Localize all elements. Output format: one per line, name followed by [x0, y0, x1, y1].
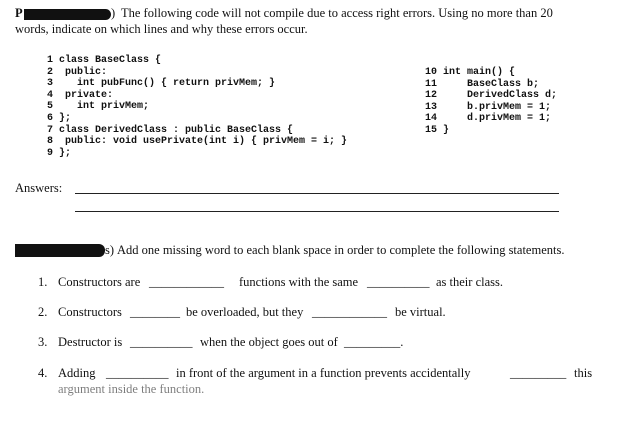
item-number: 3.: [38, 335, 48, 349]
item-number: 4.: [38, 366, 48, 380]
code-line: 11 BaseClass b;: [425, 78, 540, 90]
blank-field[interactable]: __________: [130, 335, 193, 349]
part1-prompt-line2: words, indicate on which lines and why these errors occur.: [15, 22, 308, 36]
blank-field[interactable]: ____________: [149, 275, 224, 289]
code-line: 3 int pubFunc() { return privMem; }: [47, 78, 276, 90]
code-line: 15 }: [425, 124, 450, 136]
code-line: 14 d.privMem = 1;: [425, 113, 552, 125]
item-text: functions with the same: [239, 275, 359, 289]
code-line: 9 };: [47, 147, 72, 159]
part2-prompt: Add one missing word to each blank space in order to complete the following statements.: [117, 243, 565, 257]
code-line: 12 DerivedClass d;: [425, 90, 558, 102]
item-text: as their class.: [436, 275, 503, 289]
code-line: 8 public: void usePrivate(int i) { privMem = i; }: [47, 136, 348, 148]
item-text: Constructors: [58, 305, 122, 319]
item-text: be virtual.: [395, 305, 446, 319]
item-text: this: [574, 366, 593, 380]
part1-prompt-line1: The following code will not compile due to access right errors. Using no more than 20: [121, 6, 553, 20]
code-line: 6 };: [47, 112, 72, 124]
code-block-right: [425, 67, 557, 137]
code-line: 7 class DerivedClass : public BaseClass {: [47, 124, 294, 136]
item-text: Constructors are: [58, 275, 141, 289]
code-line: 4 private:: [47, 89, 114, 101]
part2-label-suffix: s): [105, 243, 115, 257]
code-line: 5 int privMem;: [47, 101, 150, 113]
blank-field[interactable]: ________: [130, 305, 180, 319]
code-line: 10 int main() {: [425, 67, 516, 78]
item-number: 1.: [38, 275, 48, 289]
item-text: be overloaded, but they: [186, 305, 304, 319]
answer-line-2[interactable]: [75, 211, 559, 212]
part1-label-suffix: ): [111, 6, 116, 20]
answer-line-1[interactable]: [75, 193, 559, 194]
redacted-label: [24, 9, 111, 20]
code-line: 2 public:: [47, 66, 108, 78]
answers-label: Answers:: [15, 181, 63, 195]
item-text: in front of the argument in a function prevents accidentally: [176, 366, 471, 380]
blank-field[interactable]: __________: [106, 366, 169, 380]
item-text-continuation: argument inside the function.: [58, 382, 205, 396]
blank-field[interactable]: _________: [510, 366, 567, 380]
code-block-left: [47, 55, 347, 159]
code-line: 13 b.privMem = 1;: [425, 101, 552, 113]
blank-field[interactable]: __________: [367, 275, 430, 289]
part1-label: P: [15, 6, 23, 20]
code-line: 1 class BaseClass {: [47, 55, 162, 66]
item-text: Adding: [58, 366, 96, 380]
item-text: when the object goes out of: [200, 335, 338, 349]
redacted-label: [15, 244, 105, 257]
blank-field[interactable]: ____________: [312, 305, 387, 319]
blank-field[interactable]: _________.: [344, 335, 404, 349]
item-number: 2.: [38, 305, 48, 319]
item-text: Destructor is: [58, 335, 123, 349]
